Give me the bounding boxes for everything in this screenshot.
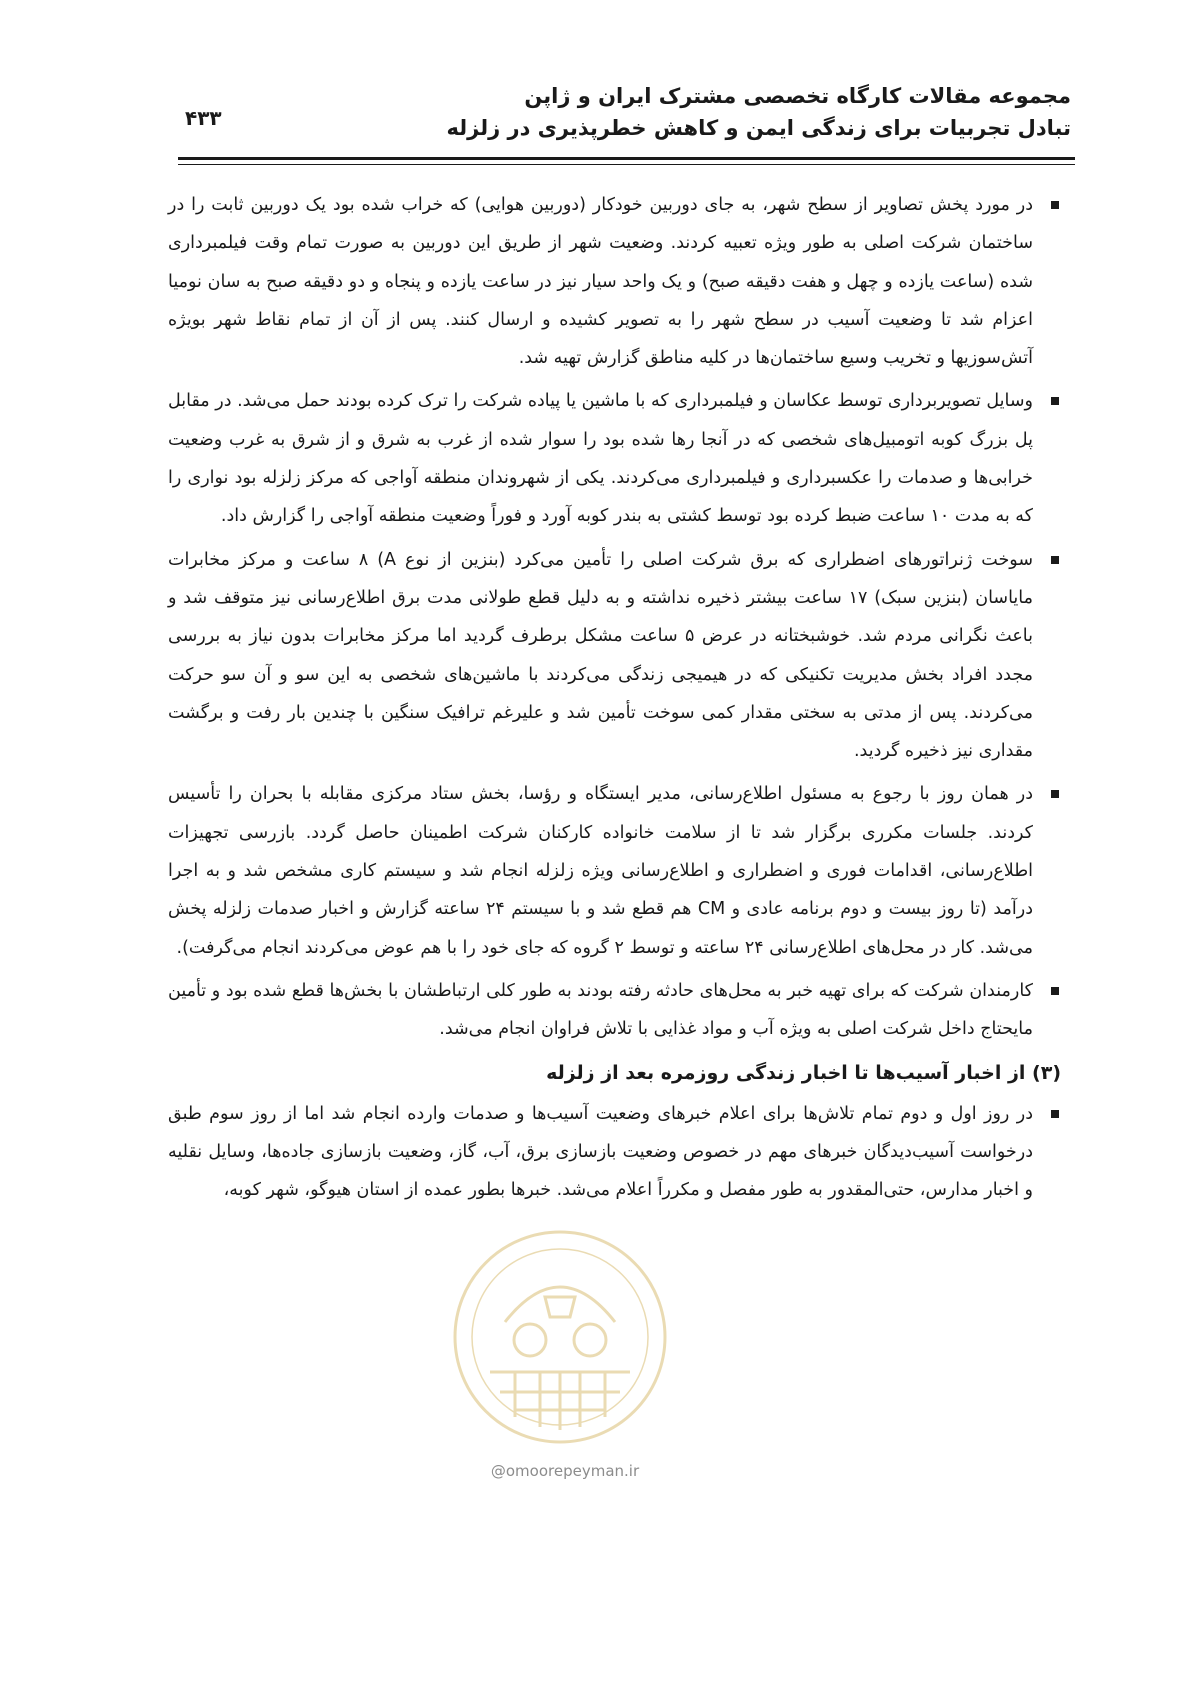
list-item — [168, 541, 1061, 771]
list-item — [168, 1095, 1061, 1210]
paragraph-text: در مورد پخش تصاویر از سطح شهر، به جای دوربین خودکار (دوربین هوایی) که خراب شده بود یک دوربین ثابت را در ساختمان شرکت اصلی به طور ویژه تعبیه کردند. وضعیت شهر از طریق این دوربین به صورت تمام وقت فیلمبرداری شده (ساعت یازده و چهل و هفت دقیقه صبح) و یک واحد سیار نیز در ساعت یازده و پنجاه و دو دقیقه صبح به سان نومیا اعزام شد تا وضعیت آسیب در سطح شهر را به تصویر کشیده و ارسال کنند. پس از آن از تمام نقاط شهر بویژه آتش‌سوزیها و تخریب وسیع ساختمان‌ها در کلیه مناطق گزارش تهیه شد. — [168, 195, 1033, 369]
publisher-seal-watermark — [445, 1222, 675, 1452]
square-bullet-icon — [1051, 201, 1059, 209]
list-item — [168, 382, 1061, 535]
book-title: تبادل تجربیات برای زندگی ایمن و کاهش خطرپذیری در زلزله — [446, 116, 1071, 140]
page-number: ۴۳۳ — [185, 106, 222, 130]
header-rule-thick — [178, 157, 1075, 160]
bullet-list — [168, 186, 1061, 1049]
square-bullet-icon — [1051, 1110, 1059, 1118]
square-bullet-icon — [1051, 397, 1059, 405]
list-item — [168, 186, 1061, 377]
list-item — [168, 775, 1061, 966]
header-rule-thin — [178, 164, 1075, 165]
page-body — [168, 186, 1061, 1214]
section-bullet-list — [168, 1095, 1061, 1210]
list-item — [168, 972, 1061, 1049]
paragraph-text: کارمندان شرکت که برای تهیه خبر به محل‌های حادثه رفته بودند به طور کلی ارتباطشان با بخش‌ها قطع شده بود و تأمین مایحتاج داخل شرکت اصلی به ویژه آب و مواد غذایی با تلاش فراوان انجام می‌شد. — [168, 980, 1033, 1040]
square-bullet-icon — [1051, 556, 1059, 564]
paragraph-text: وسایل تصویربرداری توسط عکاسان و فیلمبرداری که با ماشین یا پیاده شرکت را ترک کرده بودند حمل می‌شد. در مقابل پل بزرگ کوبه اتومبیل‌های شخصی که در آنجا رها شده بود را سوار شده از غرب به شرق و از شرق به غرب وضعیت خرابی‌ها و صدمات را عکسبرداری و فیلمبرداری می‌کردند. یکی از شهروندان منطقه آواجی که مرکز زلزله بود نواری را که به مدت ۱۰ ساعت ضبط کرده بود توسط کشتی به بندر کوبه آورد و فوراً وضعیت منطقه آواجی را گزارش داد. — [168, 391, 1033, 527]
series-title: مجموعه مقالات کارگاه تخصصی مشترک ایران و ژاپن — [524, 84, 1071, 108]
section-heading: (۳) از اخبار آسیب‌ها تا اخبار زندگی روزمره بعد از زلزله — [546, 1061, 1061, 1084]
paragraph-text: سوخت ژنراتورهای اضطراری که برق شرکت اصلی را تأمین می‌کرد (بنزین از نوع A) ۸ ساعت و مرکز مخابرات مایاسان (بنزین سبک) ۱۷ ساعت بیشتر ذخیره نداشته و به دلیل قطع طولانی مدت برق اطلاع‌رسانی نیز متوقف شد و باعث نگرانی مردم شد. خوشبختانه در عرض ۵ ساعت مشکل برطرف گردید اما مرکز مخابرات بدون نیاز به بررسی مجدد افراد بخش مدیریت تکنیکی که در هیمیجی زندگی می‌کردند با ماشین‌های شخصی به این سو و آن سو حرکت می‌کردند. پس از مدتی به سختی مقدار کمی سوخت تأمین شد و علیرغم ترافیک سنگین با چندین بار رفت و برگشت مقداری نیز ذخیره گردید. — [168, 549, 1033, 762]
square-bullet-icon — [1051, 790, 1059, 798]
square-bullet-icon — [1051, 987, 1059, 995]
paragraph-text: در همان روز با رجوع به مسئول اطلاع‌رسانی، مدیر ایستگاه و رؤسا، بخش ستاد مرکزی مقابله با بحران را تأسیس کردند. جلسات مکرری برگزار شد تا از سلامت خانواده کارکنان شرکت اطمینان حاصل گردد. بازرسی تجهیزات اطلاع‌رسانی، اقدامات فوری و اضطراری و اطلاع‌رسانی ویژه زلزله انجام شد و سیستم کاری مشخص شد و به اجرا درآمد (تا روز بیست و دوم برنامه عادی و CM هم قطع شد و با سیستم ۲۴ ساعته گزارش و اخبار صدمات زلزله پخش می‌شد. کار در محل‌های اطلاع‌رسانی ۲۴ ساعته و توسط ۲ گروه که جای خود را با هم عوض می‌کردند انجام می‌گرفت). — [168, 784, 1033, 958]
paragraph-text: در روز اول و دوم تمام تلاش‌ها برای اعلام خبرهای وضعیت آسیب‌ها و صدمات وارده انجام شد اما از روز سوم طبق درخواست آسیب‌دیدگان خبرهای مهم در خصوص وضعیت بازسازی برق، آب، گاز، وضعیت بازسازی جاده‌ها، وسایل نقلیه و اخبار مدارس، حتی‌المقدور به طور مفصل و مکرراً اعلام می‌شد. خبرها بطور عمده از استان هیوگو، شهر کوبه، — [168, 1103, 1033, 1201]
watermark-url: @omoorepeyman.ir — [490, 1462, 640, 1480]
